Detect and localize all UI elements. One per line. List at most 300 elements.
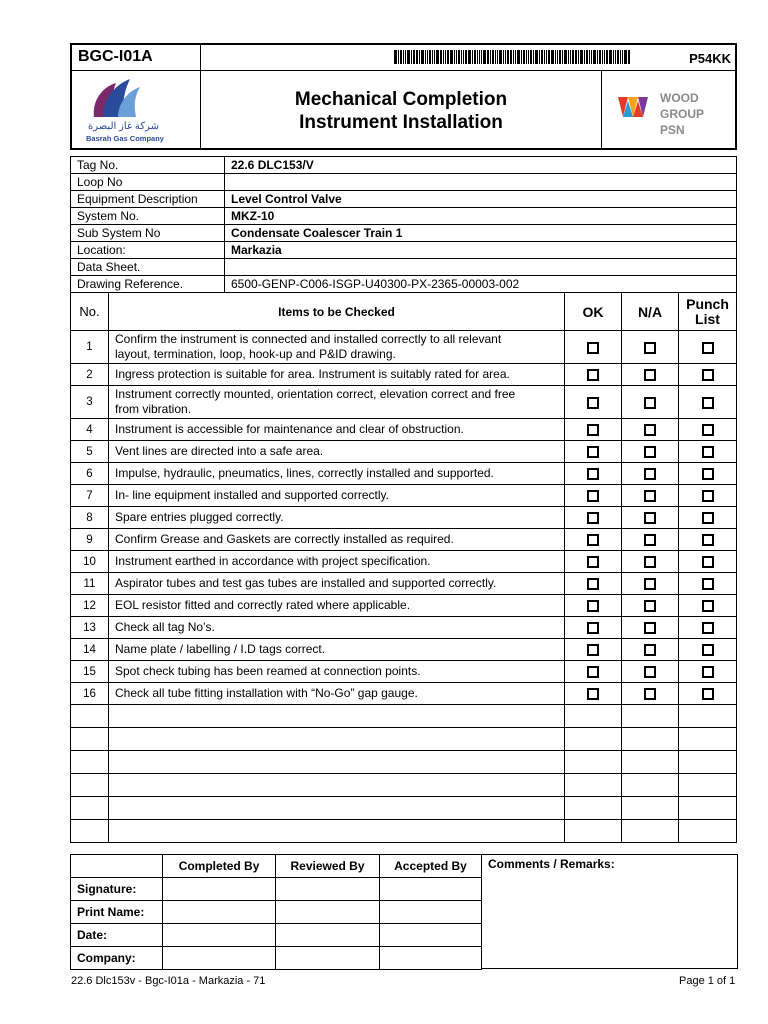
column-punch-list <box>679 293 737 331</box>
checklist-row <box>71 441 737 463</box>
checklist-row <box>71 331 737 364</box>
item-ok-checkbox[interactable] <box>587 468 599 480</box>
system-number-value: MKZ-10 <box>225 208 737 225</box>
signature-reviewed-field[interactable] <box>276 878 380 901</box>
item-ok-checkbox[interactable] <box>587 600 599 612</box>
item-description-line: Impulse, hydraulic, pneumatics, lines, correctly installed and supported. <box>115 466 494 480</box>
item-ok-checkbox[interactable] <box>587 397 599 409</box>
item-na-checkbox[interactable] <box>644 644 656 656</box>
info-row <box>71 225 737 242</box>
signoff-table <box>70 854 482 970</box>
item-description <box>109 386 565 419</box>
info-row <box>71 242 737 259</box>
barcode-bar <box>523 50 525 64</box>
item-ok-checkbox[interactable] <box>587 622 599 634</box>
blank-cell[interactable] <box>565 774 622 797</box>
barcode-bar <box>624 50 627 64</box>
barcode-bar <box>526 50 527 64</box>
info-label: Loop No <box>71 174 225 191</box>
column-punch-line-1: Punch <box>686 295 729 312</box>
barcode-bar <box>593 50 596 64</box>
signature-label: Signature: <box>71 878 163 901</box>
company-name-arabic: شركة غاز البصرة <box>88 121 159 132</box>
info-label: Equipment Description <box>71 191 225 208</box>
blank-checklist-row <box>71 728 737 751</box>
company-label: Company: <box>71 947 163 970</box>
barcode-bar <box>559 50 561 64</box>
item-punch-cell <box>679 595 737 617</box>
item-punch-cell <box>679 617 737 639</box>
blank-cell[interactable] <box>622 751 679 774</box>
barcode-bar <box>528 50 529 64</box>
item-na-checkbox[interactable] <box>644 666 656 678</box>
barcode-bar <box>622 50 623 64</box>
barcode-bar <box>541 50 543 64</box>
barcode-bar <box>463 50 464 64</box>
blank-cell[interactable] <box>109 705 565 728</box>
item-na-checkbox[interactable] <box>644 424 656 436</box>
item-na-checkbox[interactable] <box>644 468 656 480</box>
print-name-accepted-field[interactable] <box>379 901 481 924</box>
barcode-bar <box>555 50 556 64</box>
barcode-bar <box>580 50 583 64</box>
item-ok-checkbox[interactable] <box>587 512 599 524</box>
item-description <box>109 441 565 463</box>
blank-cell[interactable] <box>109 820 565 843</box>
barcode-bar <box>421 50 424 64</box>
item-punch-cell <box>679 573 737 595</box>
checklist-row <box>71 386 737 419</box>
item-ok-cell <box>565 639 622 661</box>
barcode-bar <box>483 50 486 64</box>
barcode-bar <box>434 50 435 64</box>
barcode-bar <box>507 50 509 64</box>
basrah-gas-logo <box>72 71 201 148</box>
item-number: 10 <box>71 551 109 573</box>
checklist-row <box>71 507 737 529</box>
signature-completed-field[interactable] <box>163 878 276 901</box>
item-number: 1 <box>71 331 109 364</box>
wood-group-wordmark <box>660 90 735 138</box>
comments-remarks-label: Comments / Remarks: <box>488 857 615 871</box>
item-na-checkbox[interactable] <box>644 688 656 700</box>
checklist-row <box>71 419 737 441</box>
print-name-reviewed-field[interactable] <box>276 901 380 924</box>
barcode-bar <box>411 50 412 64</box>
item-description <box>109 419 565 441</box>
item-number: 12 <box>71 595 109 617</box>
blank-checklist-row <box>71 705 737 728</box>
info-label: Sub System No <box>71 225 225 242</box>
blank-cell[interactable] <box>679 820 737 843</box>
column-na: N/A <box>622 293 679 331</box>
item-ok-cell <box>565 573 622 595</box>
item-ok-checkbox[interactable] <box>587 446 599 458</box>
blank-cell[interactable] <box>565 820 622 843</box>
item-na-checkbox[interactable] <box>644 512 656 524</box>
item-na-cell <box>622 551 679 573</box>
item-description-line: Vent lines are directed into a safe area. <box>115 444 324 458</box>
item-na-checkbox[interactable] <box>644 342 656 354</box>
barcode-bar <box>458 50 460 64</box>
barcode-bar <box>613 50 614 64</box>
item-description-line: In- line equipment installed and supported correctly. <box>115 488 389 502</box>
item-ok-checkbox[interactable] <box>587 490 599 502</box>
item-description <box>109 485 565 507</box>
item-ok-cell <box>565 386 622 419</box>
barcode-bar <box>492 50 494 64</box>
item-na-cell <box>622 573 679 595</box>
item-ok-checkbox[interactable] <box>587 369 599 381</box>
checklist-row <box>71 551 737 573</box>
item-ok-cell <box>565 485 622 507</box>
item-ok-cell <box>565 419 622 441</box>
column-ok: OK <box>565 293 622 331</box>
blank-checklist-row <box>71 797 737 820</box>
barcode-bar <box>447 50 449 64</box>
barcode-bar <box>591 50 592 64</box>
info-row <box>71 208 737 225</box>
info-label: Location: <box>71 242 225 259</box>
item-description-line: EOL resistor fitted and correctly rated where applicable. <box>115 598 411 612</box>
barcode-bar <box>495 50 496 64</box>
item-ok-checkbox[interactable] <box>587 424 599 436</box>
item-punch-checkbox[interactable] <box>702 622 714 634</box>
barcode-bar <box>615 50 616 64</box>
blank-cell[interactable] <box>71 751 109 774</box>
item-description-line: Spare entries plugged correctly. <box>115 510 284 524</box>
drawing-reference-value: 6500-GENP-C006-ISGP-U40300-PX-2365-00003-002 <box>225 276 737 293</box>
item-punch-checkbox[interactable] <box>702 424 714 436</box>
item-description-line: Spot check tubing has been reamed at connection points. <box>115 664 421 678</box>
blank-cell[interactable] <box>71 705 109 728</box>
item-punch-checkbox[interactable] <box>702 666 714 678</box>
item-ok-checkbox[interactable] <box>587 534 599 546</box>
barcode-bar <box>400 50 402 64</box>
item-number: 7 <box>71 485 109 507</box>
item-description-line: Confirm the instrument is connected and installed correctly to all relevant <box>115 332 502 346</box>
item-na-checkbox[interactable] <box>644 446 656 458</box>
barcode-bar <box>572 50 574 64</box>
comments-remarks-box[interactable] <box>482 854 738 969</box>
item-punch-checkbox[interactable] <box>702 397 714 409</box>
checklist-row <box>71 529 737 551</box>
barcode-bar <box>564 50 567 64</box>
item-number: 2 <box>71 364 109 386</box>
item-punch-cell <box>679 551 737 573</box>
item-description <box>109 595 565 617</box>
item-punch-checkbox[interactable] <box>702 556 714 568</box>
item-number: 4 <box>71 419 109 441</box>
blank-cell[interactable] <box>622 820 679 843</box>
barcode-bar <box>481 50 482 64</box>
barcode-bar <box>628 50 630 64</box>
barcode-bar <box>477 50 478 64</box>
item-punch-cell <box>679 639 737 661</box>
blank-cell[interactable] <box>679 797 737 820</box>
blank-cell[interactable] <box>622 728 679 751</box>
date-label: Date: <box>71 924 163 947</box>
item-number: 13 <box>71 617 109 639</box>
barcode-bar <box>609 50 612 64</box>
barcode-bar <box>597 50 598 64</box>
barcode-bar <box>515 50 516 64</box>
barcode-bar <box>465 50 467 64</box>
signoff-row <box>71 901 482 924</box>
barcode-bar <box>589 50 590 64</box>
barcode-bar <box>517 50 520 64</box>
item-punch-cell <box>679 386 737 419</box>
barcode-bar <box>546 50 547 64</box>
item-punch-cell <box>679 507 737 529</box>
item-na-cell <box>622 419 679 441</box>
footer-document-ref: 22.6 Dlc153v - Bgc-I01a - Markazia - 71 <box>71 975 266 987</box>
barcode-bar <box>535 50 538 64</box>
column-items: Items to be Checked <box>109 293 565 331</box>
item-na-cell <box>622 617 679 639</box>
item-na-cell <box>622 683 679 705</box>
item-description <box>109 617 565 639</box>
item-description-line: from vibration. <box>115 402 192 416</box>
item-na-checkbox[interactable] <box>644 490 656 502</box>
item-ok-checkbox[interactable] <box>587 578 599 590</box>
blank-cell[interactable] <box>679 728 737 751</box>
item-punch-cell <box>679 441 737 463</box>
item-na-checkbox[interactable] <box>644 578 656 590</box>
barcode-bar <box>405 50 406 64</box>
item-punch-cell <box>679 463 737 485</box>
item-description <box>109 364 565 386</box>
checklist-row <box>71 617 737 639</box>
item-ok-cell <box>565 331 622 364</box>
print-name-completed-field[interactable] <box>163 901 276 924</box>
item-punch-cell <box>679 485 737 507</box>
barcode-bar <box>398 50 399 64</box>
blank-cell[interactable] <box>109 797 565 820</box>
column-accepted-by: Accepted By <box>379 855 481 878</box>
company-accepted-field[interactable] <box>379 947 481 970</box>
signoff-row <box>71 924 482 947</box>
item-description-line: Name plate / labelling / I.D tags correct. <box>115 642 326 656</box>
item-punch-checkbox[interactable] <box>702 578 714 590</box>
barcode-bar <box>548 50 550 64</box>
barcode-bar <box>578 50 579 64</box>
item-na-cell <box>622 331 679 364</box>
loop-number-value <box>225 174 737 191</box>
blank-cell[interactable] <box>71 774 109 797</box>
barcode-bar <box>606 50 608 64</box>
info-row <box>71 276 737 293</box>
item-punch-checkbox[interactable] <box>702 342 714 354</box>
item-description <box>109 639 565 661</box>
barcode-bar <box>604 50 605 64</box>
signature-accepted-field[interactable] <box>379 878 481 901</box>
item-description-line: Check all tag No’s. <box>115 620 215 634</box>
item-description-line: layout, termination, loop, hook-up and P&ID drawing. <box>115 347 396 361</box>
item-ok-checkbox[interactable] <box>587 556 599 568</box>
item-punch-checkbox[interactable] <box>702 534 714 546</box>
barcode-bar <box>562 50 563 64</box>
barcode-bar <box>575 50 577 64</box>
barcode-bar <box>445 50 446 64</box>
equipment-info-table <box>70 156 737 293</box>
item-ok-cell <box>565 364 622 386</box>
blank-cell[interactable] <box>565 797 622 820</box>
item-punch-checkbox[interactable] <box>702 369 714 381</box>
item-na-cell <box>622 507 679 529</box>
blank-cell[interactable] <box>71 797 109 820</box>
item-punch-cell <box>679 661 737 683</box>
barcode-bars <box>394 50 685 64</box>
item-na-cell <box>622 529 679 551</box>
blank-cell[interactable] <box>565 705 622 728</box>
form-title <box>201 71 601 148</box>
item-punch-cell <box>679 419 737 441</box>
blank-cell[interactable] <box>679 751 737 774</box>
item-description-line: Instrument is accessible for maintenance and clear of obstruction. <box>115 422 464 436</box>
barcode-bar <box>474 50 476 64</box>
item-ok-checkbox[interactable] <box>587 342 599 354</box>
blank-cell[interactable] <box>109 774 565 797</box>
item-description-line: Instrument correctly mounted, orientation correct, elevation correct and free <box>115 387 516 401</box>
item-number: 16 <box>71 683 109 705</box>
header-top-row <box>72 45 735 71</box>
item-punch-cell <box>679 364 737 386</box>
blank-cell[interactable] <box>109 751 565 774</box>
barcode-bar <box>403 50 404 64</box>
company-name-english: Basrah Gas Company <box>86 134 164 143</box>
barcode-bar <box>617 50 619 64</box>
barcode-bar <box>456 50 457 64</box>
checklist-row <box>71 595 737 617</box>
blank-cell[interactable] <box>679 774 737 797</box>
barcode-bar <box>586 50 588 64</box>
date-completed-field[interactable] <box>163 924 276 947</box>
blank-cell[interactable] <box>565 751 622 774</box>
item-number: 11 <box>71 573 109 595</box>
item-punch-checkbox[interactable] <box>702 446 714 458</box>
checklist-row <box>71 661 737 683</box>
checklist-table <box>70 292 737 843</box>
company-reviewed-field[interactable] <box>276 947 380 970</box>
item-na-checkbox[interactable] <box>644 534 656 546</box>
barcode-bar <box>551 50 554 64</box>
company-completed-field[interactable] <box>163 947 276 970</box>
item-ok-checkbox[interactable] <box>587 666 599 678</box>
item-punch-checkbox[interactable] <box>702 512 714 524</box>
barcode-bar <box>440 50 442 64</box>
info-label: Drawing Reference. <box>71 276 225 293</box>
item-ok-cell <box>565 441 622 463</box>
item-description-line: Ingress protection is suitable for area. Instrument is suitably rated for area. <box>115 367 510 381</box>
tag-number-value: 22.6 DLC153/V <box>225 157 737 174</box>
item-na-checkbox[interactable] <box>644 622 656 634</box>
item-ok-checkbox[interactable] <box>587 688 599 700</box>
barcode-bar <box>432 50 433 64</box>
info-row <box>71 259 737 276</box>
item-punch-checkbox[interactable] <box>702 688 714 700</box>
print-name-label: Print Name: <box>71 901 163 924</box>
item-description-line: Instrument earthed in accordance with project specification. <box>115 554 431 568</box>
item-punch-cell <box>679 683 737 705</box>
wordmark-line-1: WOOD GROUP <box>660 91 705 121</box>
barcode-bar <box>513 50 514 64</box>
blank-checklist-row <box>71 751 737 774</box>
item-na-cell <box>622 463 679 485</box>
item-description <box>109 463 565 485</box>
item-na-checkbox[interactable] <box>644 397 656 409</box>
barcode-bar <box>599 50 601 64</box>
info-row <box>71 157 737 174</box>
blank-cell[interactable] <box>622 705 679 728</box>
equipment-description-value: Level Control Valve <box>225 191 737 208</box>
checklist-row <box>71 364 737 386</box>
blank-cell[interactable] <box>565 728 622 751</box>
date-reviewed-field[interactable] <box>276 924 380 947</box>
barcode-bar <box>557 50 558 64</box>
blank-cell[interactable] <box>109 728 565 751</box>
barcode-bar <box>407 50 410 64</box>
barcode-bar <box>461 50 462 64</box>
barcode-bar <box>544 50 545 64</box>
date-accepted-field[interactable] <box>379 924 481 947</box>
item-na-checkbox[interactable] <box>644 556 656 568</box>
blank-cell[interactable] <box>622 797 679 820</box>
column-reviewed-by: Reviewed By <box>276 855 380 878</box>
barcode-bar <box>584 50 585 64</box>
item-number: 9 <box>71 529 109 551</box>
document-code: BGC-I01A <box>72 45 201 71</box>
barcode-bar <box>436 50 439 64</box>
item-number: 6 <box>71 463 109 485</box>
item-number: 15 <box>71 661 109 683</box>
blank-cell[interactable] <box>71 820 109 843</box>
barcode-bar <box>413 50 415 64</box>
item-punch-cell <box>679 529 737 551</box>
barcode-bar <box>530 50 532 64</box>
barcode-bar <box>468 50 471 64</box>
barcode-bar <box>620 50 621 64</box>
item-number: 5 <box>71 441 109 463</box>
item-ok-cell <box>565 463 622 485</box>
item-ok-cell <box>565 617 622 639</box>
wordmark-line-2: PSN <box>660 123 685 137</box>
blank-cell[interactable] <box>679 705 737 728</box>
title-line-1: Mechanical Completion <box>294 89 508 110</box>
blank-cell[interactable] <box>622 774 679 797</box>
item-punch-checkbox[interactable] <box>702 490 714 502</box>
blank-cell[interactable] <box>71 728 109 751</box>
barcode-bar <box>521 50 522 64</box>
barcode-bar <box>394 50 397 64</box>
info-row <box>71 174 737 191</box>
item-punch-checkbox[interactable] <box>702 600 714 612</box>
item-description <box>109 661 565 683</box>
item-description <box>109 683 565 705</box>
barcode-bar <box>425 50 426 64</box>
item-na-checkbox[interactable] <box>644 600 656 612</box>
item-ok-cell <box>565 595 622 617</box>
item-description-line: Confirm Grease and Gaskets are correctly installed as required. <box>115 532 454 546</box>
item-na-cell <box>622 595 679 617</box>
barcode <box>394 50 731 64</box>
item-punch-checkbox[interactable] <box>702 644 714 656</box>
item-ok-checkbox[interactable] <box>587 644 599 656</box>
item-punch-checkbox[interactable] <box>702 468 714 480</box>
barcode-bar <box>450 50 453 64</box>
item-na-checkbox[interactable] <box>644 369 656 381</box>
barcode-bar <box>427 50 428 64</box>
